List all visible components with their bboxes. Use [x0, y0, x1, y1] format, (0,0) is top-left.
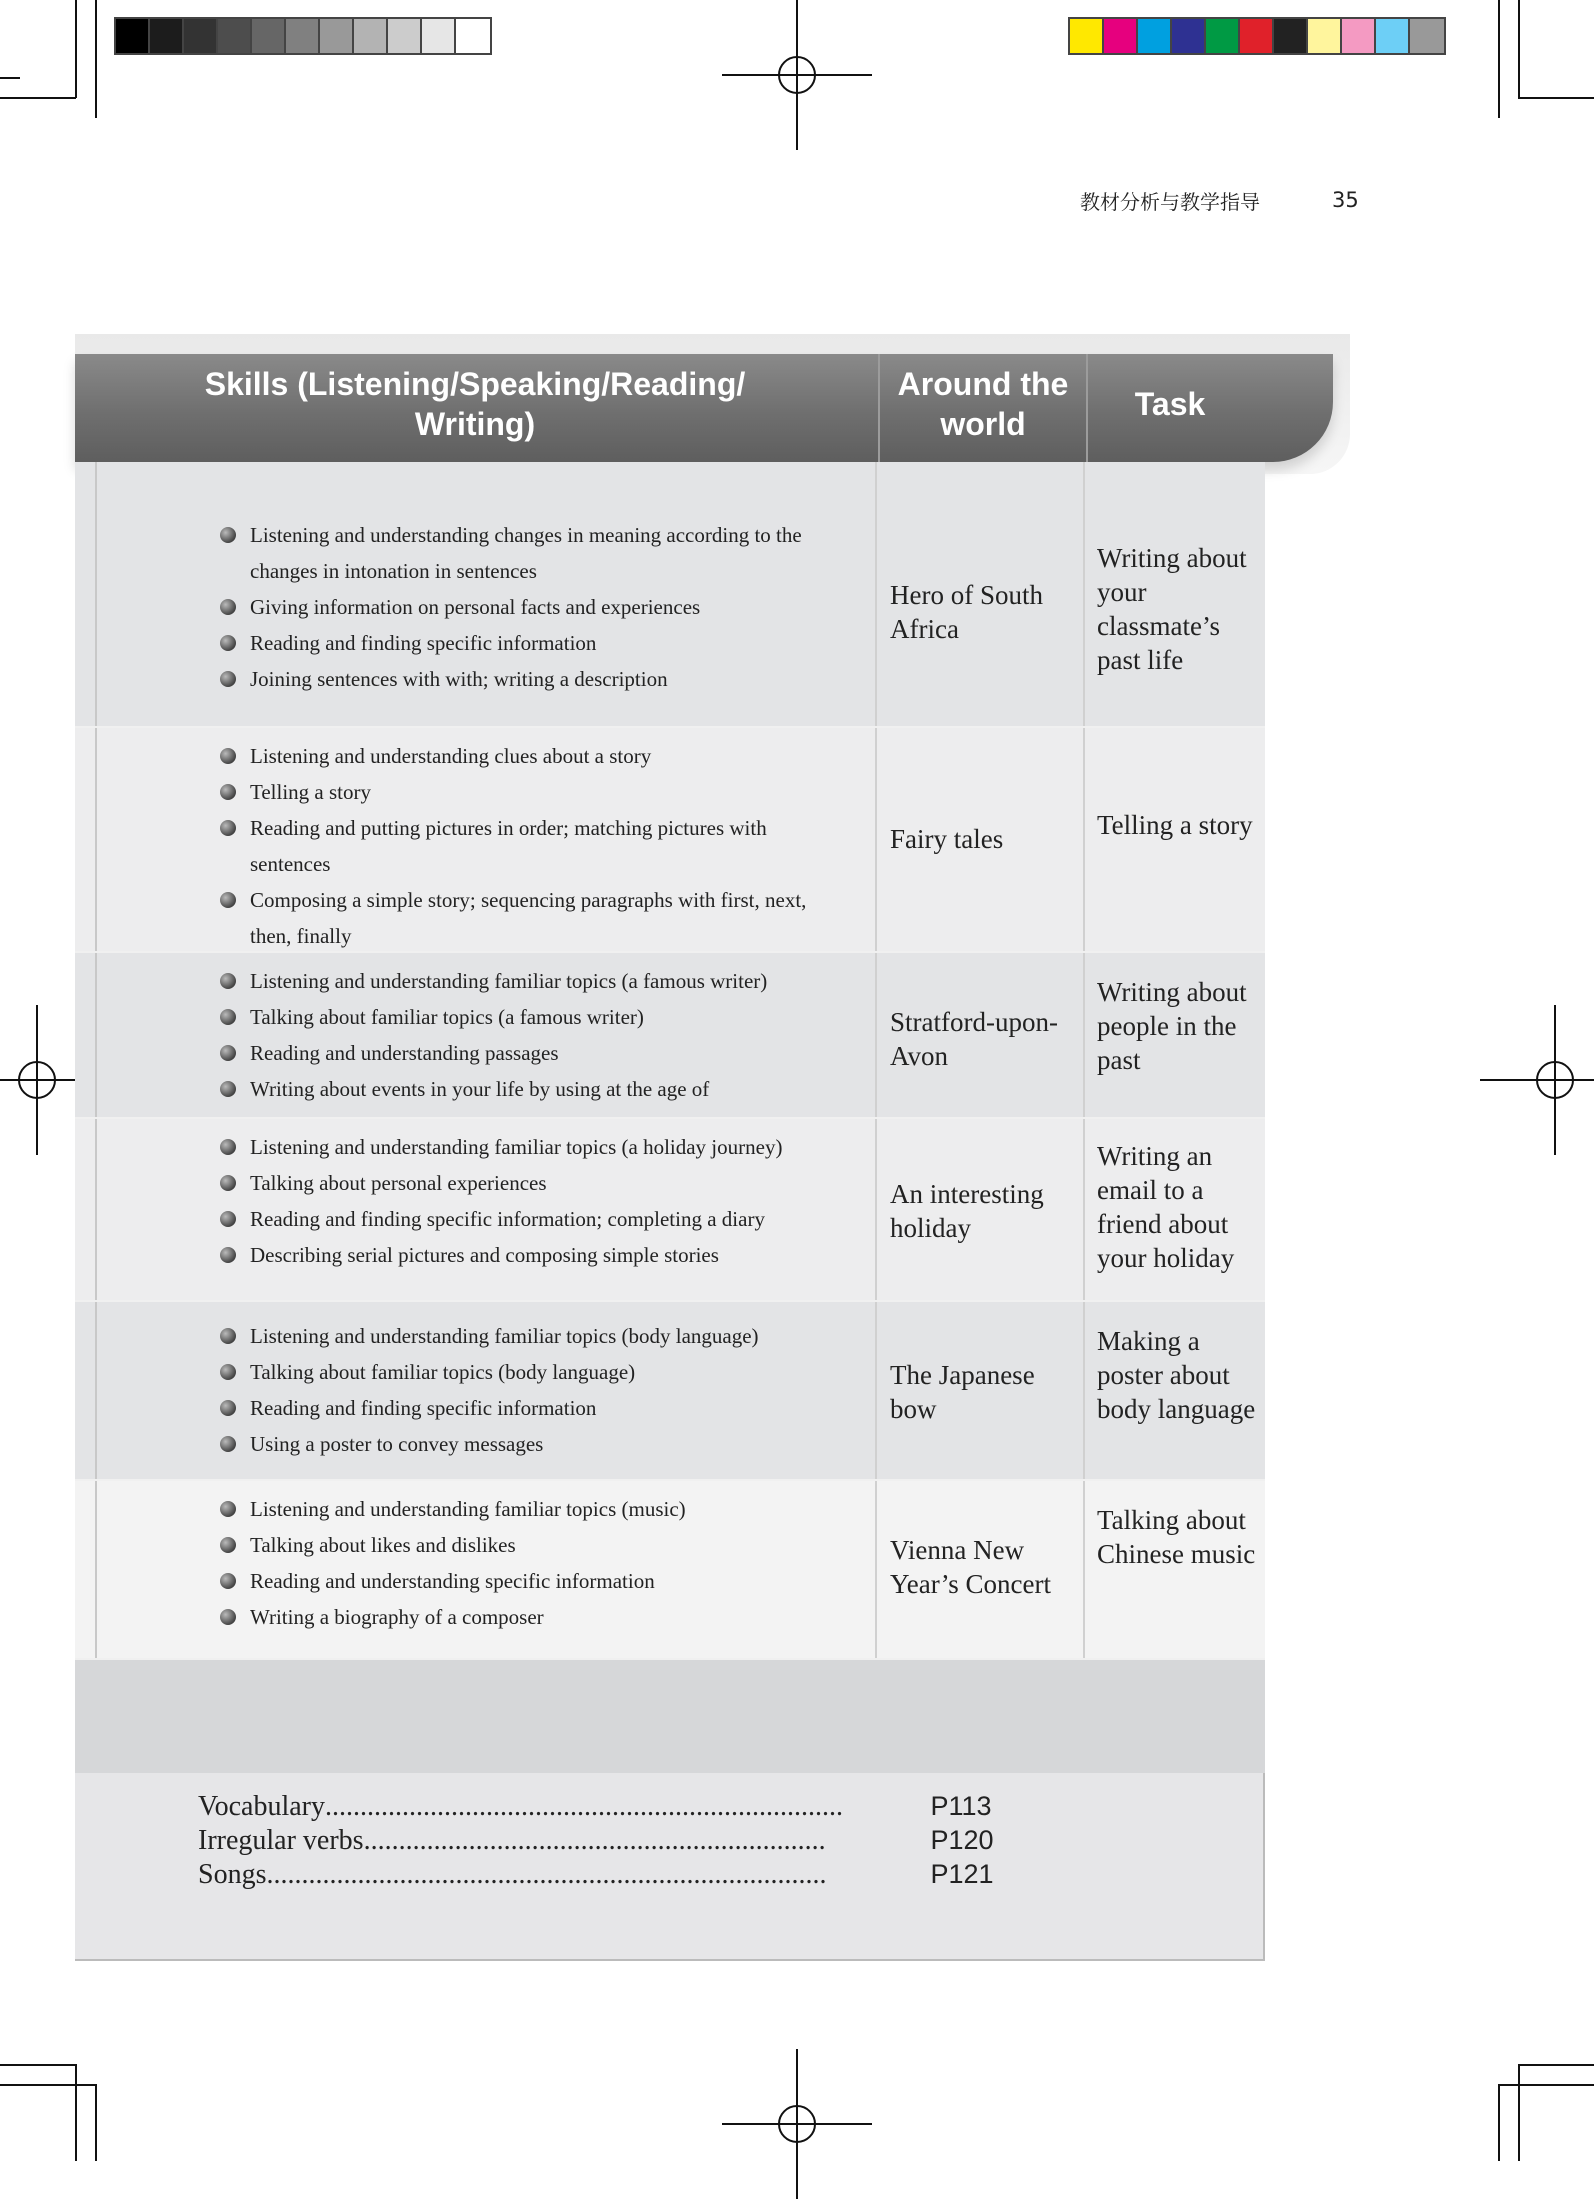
skill-text: Talking about familiar topics (body language)	[250, 1360, 636, 1384]
column-divider	[1083, 462, 1085, 726]
column-divider	[1083, 1481, 1085, 1658]
color-swatch	[116, 19, 150, 53]
color-swatch	[1240, 19, 1274, 53]
table-row	[75, 1119, 1265, 1302]
skill-item	[220, 661, 850, 697]
bullet-icon	[220, 1211, 236, 1227]
crop-mark	[75, 0, 77, 98]
crop-mark	[1498, 2084, 1500, 2161]
color-swatch	[150, 19, 184, 53]
skill-text: Listening and understanding familiar topics (a famous writer)	[250, 969, 768, 993]
running-head: 教材分析与教学指导	[1080, 190, 1260, 214]
bullet-icon	[220, 820, 236, 836]
bullet-icon	[220, 892, 236, 908]
color-swatch	[354, 19, 388, 53]
table-row	[75, 728, 1265, 953]
skill-text: Listening and understanding clues about a story	[250, 744, 652, 768]
task-cell: Making a poster about body language	[1097, 1326, 1256, 1424]
skill-item	[220, 1491, 850, 1527]
skill-item	[220, 517, 850, 589]
skill-text: Listening and understanding familiar topics (a holiday journey)	[250, 1135, 783, 1159]
index-entry	[198, 1789, 992, 1824]
index-leader-dots: ................................................................................	[266, 1859, 827, 1890]
skill-text: Listening and understanding familiar topics (body language)	[250, 1324, 759, 1348]
skill-item	[220, 1201, 850, 1237]
crop-mark	[1518, 2064, 1594, 2066]
around-the-world-cell: Fairy tales	[890, 824, 1004, 854]
skills-list	[220, 963, 850, 1107]
bullet-icon	[220, 527, 236, 543]
skill-item	[220, 625, 850, 661]
header-divider	[878, 354, 880, 462]
skill-text: Telling a story	[250, 780, 372, 804]
skill-text: Reading and putting pictures in order; matching pictures with sentences	[250, 816, 767, 876]
color-swatch	[1104, 19, 1138, 53]
skills-list	[220, 1491, 850, 1635]
skill-text: Reading and understanding passages	[250, 1041, 559, 1065]
bullet-icon	[220, 1436, 236, 1452]
crop-mark	[1518, 97, 1594, 99]
header-skills: Skills (Listening/Speaking/Reading/ Writing)	[204, 366, 746, 442]
bullet-icon	[220, 1139, 236, 1155]
index-page: P113	[923, 1791, 992, 1821]
around-the-world-cell: Vienna New Year’s Concert	[890, 1535, 1051, 1599]
skill-item	[220, 1318, 850, 1354]
color-swatch	[1410, 19, 1444, 53]
skill-text: Talking about personal experiences	[250, 1171, 547, 1195]
bullet-icon	[220, 1609, 236, 1625]
row-left-rule	[95, 953, 97, 1117]
skills-list	[220, 738, 850, 954]
bullet-icon	[220, 1537, 236, 1553]
table-body	[75, 462, 1265, 1660]
color-swatch	[1342, 19, 1376, 53]
bullet-icon	[220, 1045, 236, 1061]
bullet-icon	[220, 671, 236, 687]
bullet-icon	[220, 748, 236, 764]
crop-mark	[1498, 2084, 1594, 2086]
index-page: P121	[923, 1859, 994, 1889]
row-left-rule	[95, 1119, 97, 1300]
process-color-bar	[1068, 17, 1446, 55]
bullet-icon	[220, 1501, 236, 1517]
bullet-icon	[220, 1573, 236, 1589]
registration-mark-bottom	[722, 2049, 872, 2199]
skill-text: Reading and finding specific information	[250, 631, 597, 655]
around-the-world-cell: Stratford-upon-Avon	[890, 1007, 1058, 1071]
color-swatch	[1172, 19, 1206, 53]
skill-item	[220, 1035, 850, 1071]
skill-item	[220, 810, 850, 882]
task-cell: Telling a story	[1097, 810, 1253, 840]
column-divider	[1083, 1119, 1085, 1300]
color-swatch	[218, 19, 252, 53]
index-area	[75, 1773, 1265, 1961]
skill-text: Describing serial pictures and composing simple stories	[250, 1243, 719, 1267]
task-cell: Writing about people in the past	[1097, 977, 1247, 1075]
bullet-icon	[220, 1081, 236, 1097]
skill-item	[220, 589, 850, 625]
skill-text: Talking about likes and dislikes	[250, 1533, 516, 1557]
bullet-icon	[220, 1400, 236, 1416]
skill-item	[220, 1563, 850, 1599]
skill-item	[220, 738, 850, 774]
bullet-icon	[220, 635, 236, 651]
index-leader-dots: ..........................................................................	[325, 1791, 843, 1822]
skill-item	[220, 1390, 850, 1426]
skill-text: Writing a biography of a composer	[250, 1605, 544, 1629]
table-row	[75, 462, 1265, 728]
index-label: Vocabulary	[198, 1791, 325, 1822]
row-left-rule	[95, 462, 97, 726]
skill-item	[220, 1165, 850, 1201]
table-row	[75, 1481, 1265, 1660]
task-cell: Writing about your classmate’s past life	[1097, 543, 1247, 675]
crop-mark	[0, 97, 76, 99]
color-swatch	[1070, 19, 1104, 53]
color-swatch	[422, 19, 456, 53]
index-label: Songs	[198, 1859, 267, 1890]
column-divider	[1083, 728, 1085, 951]
index-label: Irregular verbs	[198, 1825, 364, 1856]
skill-item	[220, 1426, 850, 1462]
color-swatch	[1138, 19, 1172, 53]
skill-item	[220, 1354, 850, 1390]
skills-list	[220, 1318, 850, 1462]
crop-mark	[1518, 0, 1520, 98]
header-divider	[1086, 354, 1088, 462]
column-divider	[875, 953, 877, 1117]
column-divider	[1083, 1302, 1085, 1479]
skill-text: Talking about familiar topics (a famous writer)	[250, 1005, 644, 1029]
bullet-icon	[220, 1175, 236, 1191]
bullet-icon	[220, 1009, 236, 1025]
bullet-icon	[220, 973, 236, 989]
registration-mark-right	[1480, 1005, 1594, 1155]
task-cell: Writing an email to a friend about your holiday	[1097, 1141, 1235, 1273]
skill-text: Reading and understanding specific information	[250, 1569, 655, 1593]
bullet-icon	[220, 1364, 236, 1380]
crop-mark	[0, 2064, 76, 2066]
bullet-icon	[220, 1328, 236, 1344]
table-row	[75, 1302, 1265, 1481]
skill-item	[220, 1527, 850, 1563]
task-cell: Talking about Chinese music	[1097, 1505, 1256, 1569]
skill-text: Reading and finding specific information	[250, 1396, 597, 1420]
skill-text: Writing about events in your life by using at the age of	[250, 1077, 710, 1101]
column-divider	[1083, 953, 1085, 1117]
row-left-rule	[95, 728, 97, 951]
header-task: Task	[1134, 386, 1206, 422]
color-swatch	[456, 19, 490, 53]
around-the-world-cell: The Japanese bow	[890, 1360, 1035, 1424]
color-swatch	[388, 19, 422, 53]
skill-item	[220, 1237, 850, 1273]
crop-mark	[95, 2084, 97, 2161]
index-page: P120	[923, 1825, 994, 1855]
bullet-icon	[220, 1247, 236, 1263]
color-swatch	[286, 19, 320, 53]
registration-mark-top	[722, 0, 872, 150]
column-divider	[875, 1119, 877, 1300]
skill-item	[220, 1129, 850, 1165]
color-swatch	[1274, 19, 1308, 53]
index-leader-dots: ..................................................................	[363, 1825, 826, 1856]
around-the-world-cell: An interesting holiday	[890, 1179, 1044, 1243]
index-entry	[198, 1857, 994, 1892]
skill-item	[220, 882, 850, 954]
column-divider	[875, 1481, 877, 1658]
skill-text: Composing a simple story; sequencing paragraphs with first, next, then, finally	[250, 888, 807, 948]
skill-text: Giving information on personal facts and experiences	[250, 595, 701, 619]
column-divider	[875, 728, 877, 951]
footer-band	[75, 1660, 1265, 1773]
table-row	[75, 953, 1265, 1119]
skill-item	[220, 774, 850, 810]
around-the-world-cell: Hero of South Africa	[890, 580, 1043, 644]
crop-mark	[95, 0, 97, 118]
color-swatch	[320, 19, 354, 53]
skill-text: Joining sentences with with; writing a description	[250, 667, 668, 691]
color-swatch	[1308, 19, 1342, 53]
crop-mark	[0, 2084, 96, 2086]
grayscale-color-bar	[114, 17, 492, 55]
crop-mark	[1518, 2064, 1520, 2161]
header-around-the-world: Around the world	[897, 366, 1069, 442]
color-swatch	[1376, 19, 1410, 53]
column-divider	[875, 1302, 877, 1479]
table-header	[75, 354, 1333, 462]
color-swatch	[252, 19, 286, 53]
color-swatch	[184, 19, 218, 53]
skill-item	[220, 999, 850, 1035]
color-swatch	[1206, 19, 1240, 53]
index-entry	[198, 1823, 994, 1858]
skill-item	[220, 963, 850, 999]
bullet-icon	[220, 599, 236, 615]
skill-item	[220, 1599, 850, 1635]
page-number: 35	[1332, 188, 1359, 212]
row-left-rule	[95, 1302, 97, 1479]
skill-text: Reading and finding specific information; completing a diary	[250, 1207, 765, 1231]
skill-text: Listening and understanding familiar topics (music)	[250, 1497, 686, 1521]
skill-text: Listening and understanding changes in meaning according to the changes in intonation in sentences	[250, 523, 802, 583]
skills-list	[220, 517, 850, 697]
crop-mark	[0, 77, 20, 79]
skills-list	[220, 1129, 850, 1273]
skill-text: Using a poster to convey messages	[250, 1432, 544, 1456]
column-divider	[875, 462, 877, 726]
crop-mark	[1498, 0, 1500, 118]
bullet-icon	[220, 784, 236, 800]
row-left-rule	[95, 1481, 97, 1658]
skill-item	[220, 1071, 850, 1107]
crop-mark	[75, 2064, 77, 2161]
